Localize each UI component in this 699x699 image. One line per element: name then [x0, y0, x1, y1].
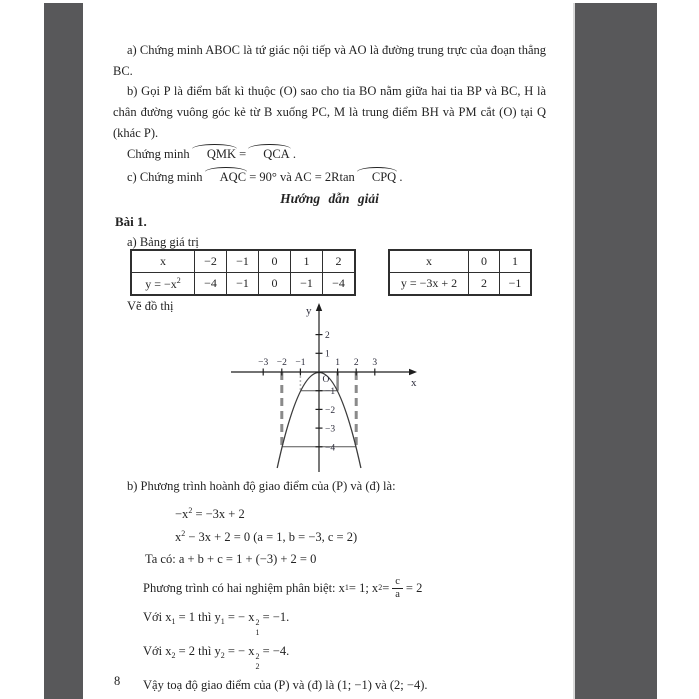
- x1-t3: = − x: [224, 610, 255, 625]
- table1-x-value: 1: [291, 250, 323, 273]
- roots-line: [143, 573, 549, 603]
- value-table-parabola: [130, 249, 356, 296]
- roots-sub1: 1: [344, 583, 349, 593]
- equation-2: [175, 524, 549, 548]
- conclusion-line: Vậy toạ độ giao điểm của (P) và (đ) là (1; −1) và (2; −4).: [143, 678, 428, 693]
- x2-t4: = −4.: [259, 644, 290, 659]
- x1-t4: = −1.: [259, 610, 290, 625]
- table1-x-value: 2: [323, 250, 356, 273]
- x2-s1: 2: [171, 651, 176, 661]
- graph-section-label: Vẽ đồ thị: [127, 299, 174, 313]
- x1-substitution-line: [143, 607, 549, 637]
- page-number: 8: [114, 674, 121, 688]
- y-axis-label: y: [306, 305, 312, 317]
- table1-y-value: −1: [227, 273, 259, 296]
- x1-s2: 1: [220, 617, 225, 627]
- partb-intro: b) Phương trình hoành độ giao điểm của (P) và (đ) là:: [127, 479, 396, 493]
- angle-arc-aqc: AQC: [206, 171, 246, 184]
- fraction-denominator: a: [395, 588, 400, 600]
- svg-text:2: 2: [325, 331, 330, 341]
- qmk-suffix: .: [289, 146, 296, 161]
- x-tick-labels: [258, 358, 377, 368]
- sum-check-line: Ta có: a + b + c = 1 + (−3) + 2 = 0: [145, 551, 317, 566]
- table2-y-value: 2: [469, 273, 500, 296]
- x2-sub: 2: [255, 662, 260, 672]
- problem-part-c: [113, 167, 546, 188]
- table-row: [389, 273, 531, 296]
- table1-y-value: −4: [195, 273, 227, 296]
- partc-prefix: c) Chứng minh: [127, 170, 206, 185]
- table2-x-value: 1: [500, 250, 532, 273]
- angle-arc-qmk: QMK: [193, 148, 236, 161]
- x-axis-arrow: [409, 369, 417, 375]
- origin-label: O: [322, 375, 330, 385]
- table1-header-x: x: [131, 250, 195, 273]
- svg-text:2: 2: [353, 358, 359, 368]
- document-page: [83, 0, 573, 699]
- x-axis-label: x: [411, 377, 417, 389]
- qmk-equals: =: [235, 146, 250, 161]
- table2-x-value: 0: [469, 250, 500, 273]
- eq1-base: −x: [175, 506, 189, 521]
- svg-text:1: 1: [335, 358, 340, 368]
- angle-arc-qca: QCA: [249, 148, 289, 161]
- function-graph: [225, 302, 425, 474]
- x1-sup: 2: [255, 618, 260, 628]
- eq2-base: x: [175, 530, 182, 545]
- svg-text:1: 1: [325, 349, 330, 360]
- svg-text:−4: −4: [325, 443, 336, 454]
- solution-heading: Hướng dẫn giải: [280, 190, 379, 206]
- x2-substitution-line: [143, 641, 549, 671]
- table2-header-x: x: [389, 250, 469, 273]
- x1-s1: 1: [171, 617, 176, 627]
- solution-part-b: [113, 476, 549, 696]
- problem-statement: [113, 40, 546, 253]
- x1-t1: Với x: [143, 610, 172, 625]
- partc-mid: = 90° và AC = 2Rtan: [246, 170, 358, 185]
- roots-mid2: =: [382, 581, 390, 596]
- function-label-base: y = −x: [145, 276, 177, 291]
- fraction-numerator: c: [392, 576, 403, 589]
- svg-text:−3: −3: [258, 358, 269, 368]
- background-strip-right: [573, 3, 657, 699]
- table1-x-value: 0: [259, 250, 291, 273]
- table-row: [131, 273, 355, 296]
- value-table-line: [388, 249, 532, 296]
- x1-t2: = 1 thì y: [175, 610, 221, 625]
- svg-text:−3: −3: [325, 424, 336, 435]
- problem-part-a: a) Chứng minh ABOC là tứ giác nội tiếp và AO là đường trung trực của đoạn thẳng BC.: [113, 43, 546, 78]
- x2-sup: 2: [255, 652, 260, 662]
- y-tick-labels: [322, 331, 336, 454]
- equation-1: [175, 501, 549, 525]
- x2-s2: 2: [220, 651, 225, 661]
- x2-t3: = − x: [224, 644, 255, 659]
- x2-t2: = 2 thì y: [175, 644, 221, 659]
- eq2-rest: − 3x + 2 = 0 (a = 1, b = −3, c = 2): [185, 530, 358, 545]
- table1-x-value: −1: [227, 250, 259, 273]
- exercise-title: Bài 1.: [115, 213, 147, 229]
- function-label-exponent: 2: [176, 275, 181, 285]
- qmk-prefix: Chứng minh: [127, 146, 193, 161]
- table-row: [389, 250, 531, 273]
- table2-function-label: y = −3x + 2: [389, 273, 469, 296]
- eq1-rest: = −3x + 2: [192, 506, 245, 521]
- eq1-exponent: 2: [188, 505, 193, 515]
- fraction-c-over-a: [392, 576, 403, 601]
- svg-text:−2: −2: [276, 358, 287, 368]
- table2-y-value: −1: [500, 273, 532, 296]
- problem-part-b: b) Gọi P là điểm bất kì thuộc (O) sao cho tia BO nằm giữa hai tia BP và BC, H là chân đường vuông góc kẻ từ B xuống PC, M là trung điểm BH và PM cắt (O) tại Q (khác P).: [113, 84, 546, 140]
- table-section-label: a) Bảng giá trị: [127, 235, 199, 250]
- partc-suffix: .: [396, 170, 403, 185]
- svg-text:−1: −1: [295, 358, 306, 368]
- table-row: [131, 250, 355, 273]
- y-axis-arrow: [316, 303, 322, 311]
- background-strip-left: [44, 3, 83, 699]
- roots-mid1: = 1; x: [348, 581, 379, 596]
- table1-y-value: −1: [291, 273, 323, 296]
- svg-text:−1: −1: [325, 387, 336, 398]
- problem-qmk-line: [113, 144, 546, 165]
- x1-sub: 1: [255, 628, 260, 638]
- table1-function-label: [131, 273, 195, 296]
- svg-text:−2: −2: [325, 405, 336, 416]
- roots-prefix: Phương trình có hai nghiệm phân biệt: x: [143, 581, 345, 596]
- roots-sub2: 2: [378, 583, 383, 593]
- svg-text:3: 3: [372, 358, 378, 368]
- angle-arc-cpq: CPQ: [358, 171, 396, 184]
- x2-t1: Với x: [143, 644, 172, 659]
- eq2-exponent: 2: [181, 529, 186, 539]
- table1-y-value: 0: [259, 273, 291, 296]
- table1-y-value: −4: [323, 273, 356, 296]
- roots-suffix: = 2: [405, 581, 423, 596]
- table1-x-value: −2: [195, 250, 227, 273]
